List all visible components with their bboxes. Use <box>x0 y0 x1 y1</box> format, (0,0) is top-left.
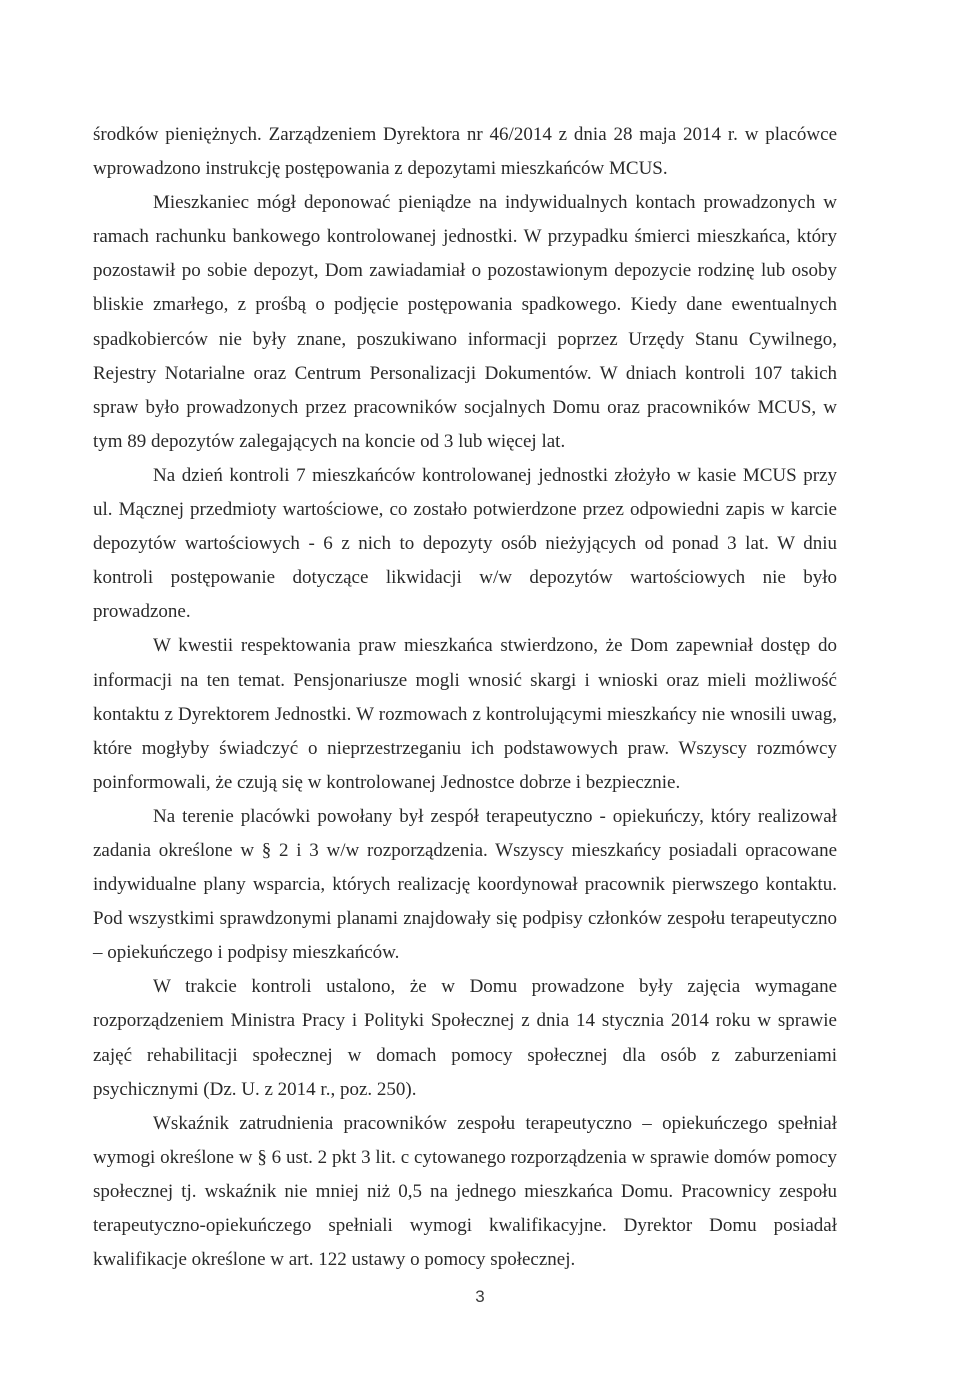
paragraph-deposits: Mieszkaniec mógł deponować pieniądze na indywidualnych kontach prowadzonych w ramach rachunku bankowego kontrolowanej jednostki. W przypadku śmierci mieszkańca, który pozostawił po sobie depozyt, Dom zawiadamiał o pozostawionym depozycie rodzinę lub osoby bliskie zmarłego, z prośbą o podjęcie postępowania spadkowego. Kiedy dane ewentualnych spadkobierców nie były znane, poszukiwano informacji poprzez Urzędy Stanu Cywilnego, Rejestry Notarialne oraz Centrum Personalizacji Dokumentów. W dniach kontroli 107 takich spraw było prowadzonych przez pracowników socjalnych Domu oraz pracowników MCUS, w tym 89 depozytów zalegających na koncie od 3 lub więcej lat. <box>93 192 837 452</box>
document-body <box>93 118 837 1277</box>
paragraph-rehabilitation-classes: W trakcie kontroli ustalono, że w Domu prowadzone były zajęcia wymagane rozporządzeniem Ministra Pracy i Polityki Społecznej z dnia 14 stycznia 2014 roku w sprawie zajęć rehabilitacji społecznej w domach pomocy społecznej dla osób z zaburzeniami psychicznymi (Dz. U. z 2014 r., poz. 250). <box>93 976 837 1100</box>
paragraph-resident-rights: W kwestii respektowania praw mieszkańca stwierdzono, że Dom zapewniał dostęp do informacji na ten temat. Pensjonariusze mogli wnosić skargi i wnioski oraz mieli możliwość kontaktu z Dyrektorem Jednostki. W rozmowach z kontrolującymi mieszkańcy nie wnosili uwag, które mogłyby świadczyć o nieprzestrzeganiu ich podstawowych praw. Wszyscy rozmówcy poinformowali, że czują się w kontrolowanej Jednostce dobrze i bezpiecznie. <box>93 635 837 793</box>
page-number: 3 <box>475 1287 485 1306</box>
paragraph-therapeutic-team: Na terenie placówki powołany był zespół terapeutyczno - opiekuńczy, który realizował zadania określone w § 2 i 3 w/w rozporządzenia. Wszyscy mieszkańcy posiadali opracowane indywidualne plany wsparcia, których realizację koordynował pracownik pierwszego kontaktu. Pod wszystkimi sprawdzonymi planami znajdowały się podpisy członków zespołu terapeutyczno – opiekuńczego i podpisy mieszkańców. <box>93 805 837 964</box>
paragraph-valuables: Na dzień kontroli 7 mieszkańców kontrolowanej jednostki złożyło w kasie MCUS przy ul. Mącznej przedmioty wartościowe, co zostało potwierdzone przez odpowiedni zapis w karcie depozytów wartościowych - 6 z nich to depozyty osób nieżyjących od ponad 3 lat. W dniu kontroli postępowanie dotyczące likwidacji w/w depozytów wartościowych nie było prowadzone. <box>93 464 837 623</box>
paragraph-employment-ratio: Wskaźnik zatrudnienia pracowników zespołu terapeutyczno – opiekuńczego spełniał wymogi określone w § 6 ust. 2 pkt 3 lit. c cytowanego rozporządzenia w sprawie domów pomocy społecznej tj. wskaźnik nie mniej niż 0,5 na jednego mieszkańca Domu. Pracownicy zespołu terapeutyczno-opiekuńczego spełniali wymogi kwalifikacyjne. Dyrektor Domu posiadał kwalifikacje określone w art. 122 ustawy o pomocy społecznej. <box>93 1112 837 1271</box>
paragraph-continuation: środków pieniężnych. Zarządzeniem Dyrektora nr 46/2014 z dnia 28 maja 2014 r. w placówce wprowadzono instrukcję postępowania z depozytami mieszkańców MCUS. <box>93 124 837 180</box>
